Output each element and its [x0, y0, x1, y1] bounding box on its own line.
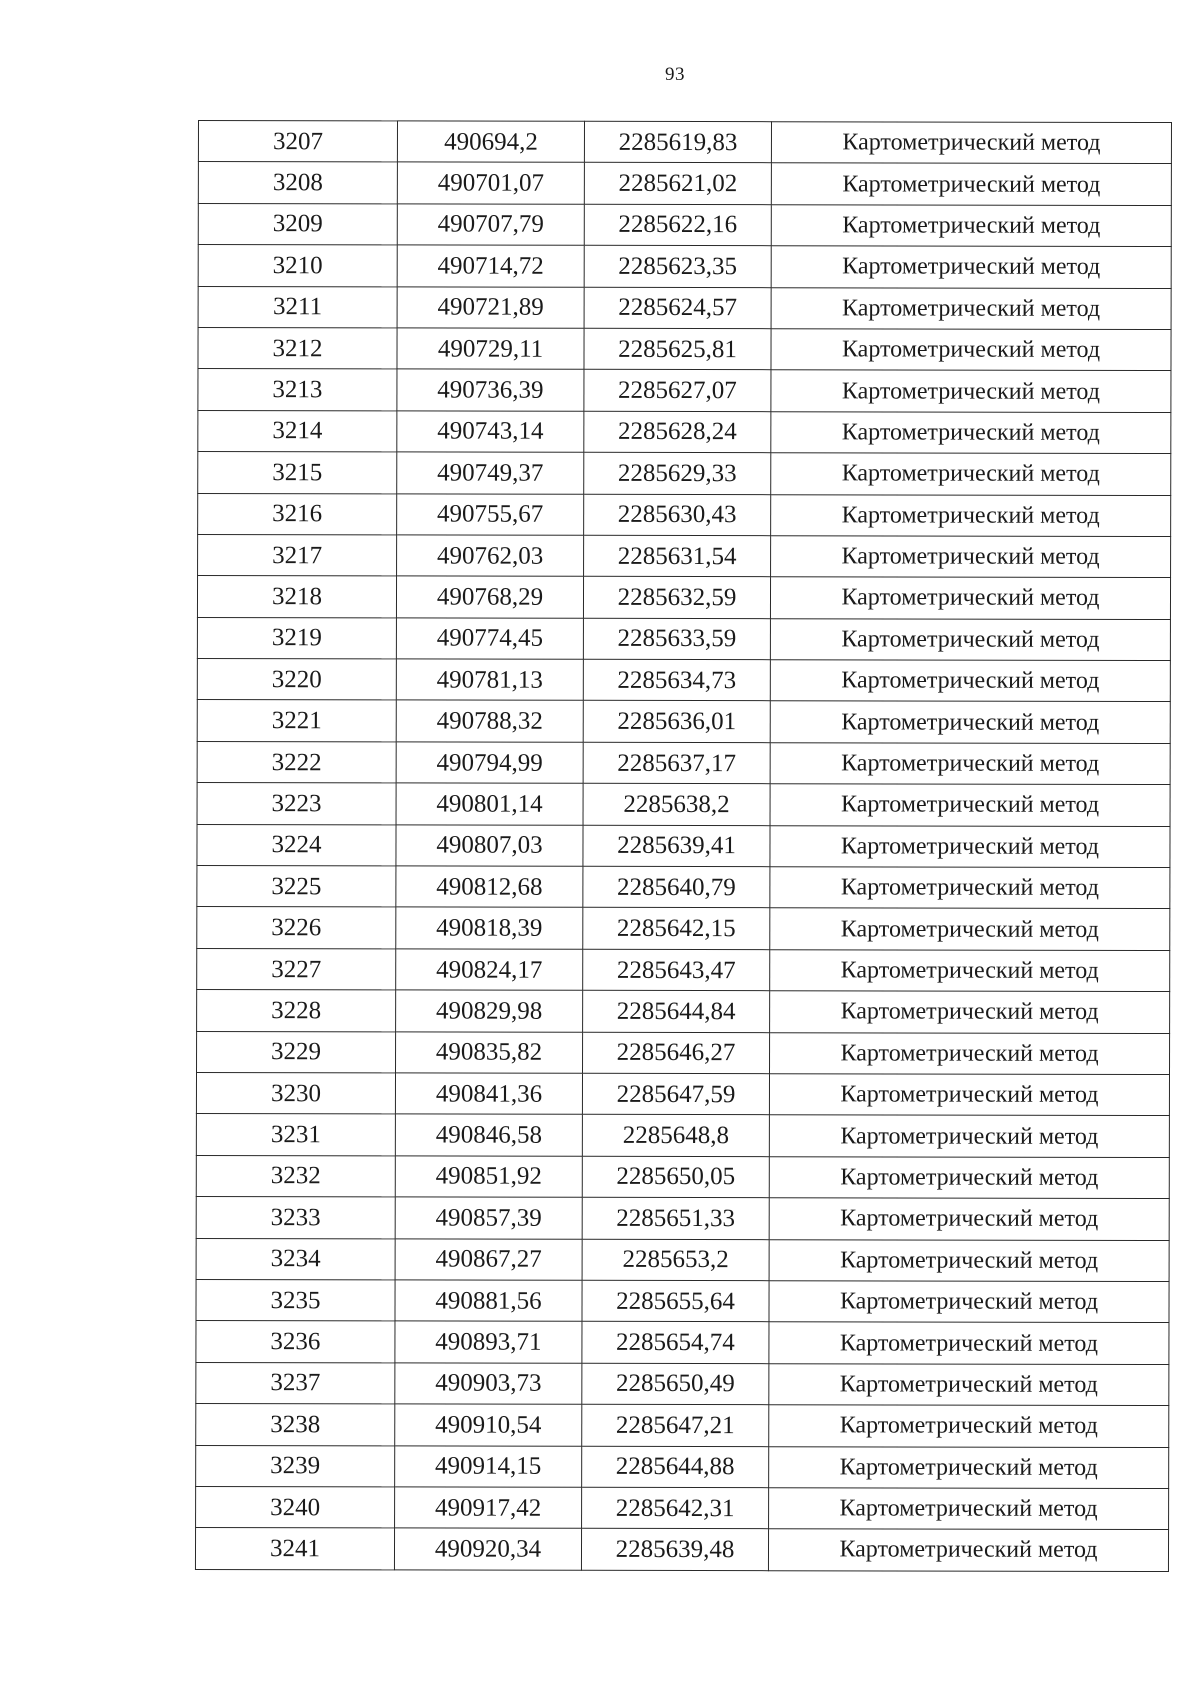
coordinates-table-container [195, 120, 1171, 1572]
y-coordinate-cell: 2285631,54 [584, 535, 771, 577]
table-row [198, 121, 1171, 164]
method-cell: Картометрический метод [771, 329, 1171, 371]
method-cell: Картометрический метод [769, 1198, 1169, 1240]
method-cell: Картометрический метод [769, 1239, 1169, 1281]
point-number-cell: 3238 [196, 1404, 395, 1446]
table-row [196, 1445, 1169, 1488]
x-coordinate-cell: 490707,79 [397, 204, 584, 246]
point-number-cell: 3231 [196, 1114, 395, 1156]
y-coordinate-cell: 2285632,59 [583, 577, 770, 619]
x-coordinate-cell: 490714,72 [397, 245, 584, 287]
method-cell: Картометрический метод [770, 577, 1170, 619]
point-number-cell: 3217 [198, 534, 397, 576]
table-row [198, 410, 1171, 453]
y-coordinate-cell: 2285621,02 [584, 163, 771, 205]
table-row [196, 1155, 1169, 1198]
y-coordinate-cell: 2285647,59 [582, 1073, 769, 1115]
point-number-cell: 3234 [196, 1238, 395, 1280]
table-row [197, 866, 1170, 909]
method-cell: Картометрический метод [770, 784, 1170, 826]
table-row [198, 245, 1171, 288]
y-coordinate-cell: 2285637,17 [583, 742, 770, 784]
x-coordinate-cell: 490736,39 [397, 369, 584, 411]
method-cell: Картометрический метод [771, 453, 1171, 495]
table-row [198, 493, 1171, 536]
table-row [198, 203, 1171, 246]
x-coordinate-cell: 490824,17 [396, 949, 583, 991]
y-coordinate-cell: 2285629,33 [584, 452, 771, 494]
y-coordinate-cell: 2285648,8 [582, 1115, 769, 1157]
x-coordinate-cell: 490920,34 [394, 1528, 581, 1570]
table-row [197, 617, 1170, 660]
method-cell: Картометрический метод [771, 122, 1171, 164]
point-number-cell: 3219 [197, 617, 396, 659]
point-number-cell: 3230 [196, 1072, 395, 1114]
x-coordinate-cell: 490801,14 [396, 783, 583, 825]
y-coordinate-cell: 2285627,07 [584, 370, 771, 412]
x-coordinate-cell: 490867,27 [395, 1238, 582, 1280]
coordinates-table [195, 120, 1172, 1572]
y-coordinate-cell: 2285653,2 [582, 1239, 769, 1281]
coordinates-table-body [195, 121, 1171, 1572]
x-coordinate-cell: 490762,03 [397, 535, 584, 577]
method-cell: Картометрический метод [768, 1529, 1168, 1571]
y-coordinate-cell: 2285646,27 [583, 1032, 770, 1074]
y-coordinate-cell: 2285633,59 [583, 618, 770, 660]
x-coordinate-cell: 490694,2 [397, 121, 584, 163]
table-row [196, 1279, 1169, 1322]
point-number-cell: 3228 [197, 990, 396, 1032]
point-number-cell: 3226 [197, 907, 396, 949]
method-cell: Картометрический метод [769, 1322, 1169, 1364]
method-cell: Картометрический метод [770, 950, 1170, 992]
point-number-cell: 3225 [197, 866, 396, 908]
y-coordinate-cell: 2285644,88 [582, 1446, 769, 1488]
point-number-cell: 3208 [198, 162, 397, 204]
x-coordinate-cell: 490893,71 [395, 1321, 582, 1363]
table-row [197, 741, 1170, 784]
point-number-cell: 3236 [196, 1321, 395, 1363]
y-coordinate-cell: 2285639,41 [583, 825, 770, 867]
point-number-cell: 3223 [197, 783, 396, 825]
y-coordinate-cell: 2285654,74 [582, 1322, 769, 1364]
table-row [196, 1362, 1169, 1405]
x-coordinate-cell: 490807,03 [396, 825, 583, 867]
method-cell: Картометрический метод [770, 991, 1170, 1033]
method-cell: Картометрический метод [770, 1032, 1170, 1074]
method-cell: Картометрический метод [771, 287, 1171, 329]
y-coordinate-cell: 2285636,01 [583, 701, 770, 743]
x-coordinate-cell: 490749,37 [397, 452, 584, 494]
y-coordinate-cell: 2285644,84 [583, 991, 770, 1033]
method-cell: Картометрический метод [769, 1156, 1169, 1198]
table-row [196, 1321, 1169, 1364]
x-coordinate-cell: 490903,73 [395, 1363, 582, 1405]
point-number-cell: 3221 [197, 700, 396, 742]
point-number-cell: 3214 [198, 410, 397, 452]
method-cell: Картометрический метод [770, 618, 1170, 660]
y-coordinate-cell: 2285650,05 [582, 1156, 769, 1198]
y-coordinate-cell: 2285642,15 [583, 908, 770, 950]
y-coordinate-cell: 2285630,43 [584, 494, 771, 536]
x-coordinate-cell: 490818,39 [396, 907, 583, 949]
point-number-cell: 3210 [198, 245, 397, 287]
y-coordinate-cell: 2285634,73 [583, 659, 770, 701]
method-cell: Картометрический метод [771, 370, 1171, 412]
point-number-cell: 3227 [197, 948, 396, 990]
x-coordinate-cell: 490881,56 [395, 1280, 582, 1322]
x-coordinate-cell: 490835,82 [396, 1032, 583, 1074]
table-row [198, 286, 1171, 329]
method-cell: Картометрический метод [770, 660, 1170, 702]
table-row [197, 700, 1170, 743]
y-coordinate-cell: 2285638,2 [583, 784, 770, 826]
point-number-cell: 3207 [198, 121, 397, 163]
x-coordinate-cell: 490841,36 [395, 1073, 582, 1115]
table-row [196, 1197, 1169, 1240]
table-row [197, 783, 1170, 826]
table-row [197, 824, 1170, 867]
method-cell: Картометрический метод [769, 1074, 1169, 1116]
point-number-cell: 3239 [196, 1445, 395, 1487]
table-row [196, 1486, 1169, 1529]
x-coordinate-cell: 490846,58 [395, 1114, 582, 1156]
x-coordinate-cell: 490851,92 [395, 1156, 582, 1198]
method-cell: Картометрический метод [769, 1446, 1169, 1488]
page-number: 93 [665, 64, 685, 85]
point-number-cell: 3241 [195, 1528, 394, 1570]
table-row [196, 1114, 1169, 1157]
y-coordinate-cell: 2285639,48 [581, 1529, 768, 1571]
x-coordinate-cell: 490910,54 [395, 1404, 582, 1446]
y-coordinate-cell: 2285650,49 [582, 1363, 769, 1405]
table-row [198, 162, 1171, 205]
table-row [198, 534, 1171, 577]
table-row [196, 1404, 1169, 1447]
x-coordinate-cell: 490743,14 [397, 411, 584, 453]
point-number-cell: 3229 [197, 1031, 396, 1073]
table-row [197, 990, 1170, 1033]
method-cell: Картометрический метод [771, 411, 1171, 453]
x-coordinate-cell: 490768,29 [396, 576, 583, 618]
point-number-cell: 3233 [196, 1197, 395, 1239]
y-coordinate-cell: 2285623,35 [584, 245, 771, 287]
method-cell: Картометрический метод [771, 494, 1171, 536]
table-row [197, 659, 1170, 702]
x-coordinate-cell: 490755,67 [397, 493, 584, 535]
table-row [196, 1238, 1169, 1281]
y-coordinate-cell: 2285640,79 [583, 866, 770, 908]
method-cell: Картометрический метод [771, 204, 1171, 246]
method-cell: Картометрический метод [770, 867, 1170, 909]
y-coordinate-cell: 2285619,83 [584, 121, 771, 163]
method-cell: Картометрический метод [769, 1115, 1169, 1157]
x-coordinate-cell: 490721,89 [397, 286, 584, 328]
x-coordinate-cell: 490812,68 [396, 866, 583, 908]
method-cell: Картометрический метод [770, 908, 1170, 950]
point-number-cell: 3232 [196, 1155, 395, 1197]
x-coordinate-cell: 490701,07 [397, 162, 584, 204]
x-coordinate-cell: 490914,15 [395, 1445, 582, 1487]
x-coordinate-cell: 490774,45 [396, 618, 583, 660]
table-row [197, 907, 1170, 950]
y-coordinate-cell: 2285625,81 [584, 328, 771, 370]
method-cell: Картометрический метод [769, 1281, 1169, 1323]
table-row [195, 1528, 1168, 1571]
point-number-cell: 3237 [196, 1362, 395, 1404]
method-cell: Картометрический метод [769, 1405, 1169, 1447]
point-number-cell: 3213 [198, 369, 397, 411]
point-number-cell: 3224 [197, 824, 396, 866]
method-cell: Картометрический метод [770, 701, 1170, 743]
point-number-cell: 3218 [197, 576, 396, 618]
x-coordinate-cell: 490917,42 [395, 1487, 582, 1529]
point-number-cell: 3209 [198, 203, 397, 245]
y-coordinate-cell: 2285643,47 [583, 949, 770, 991]
point-number-cell: 3216 [198, 493, 397, 535]
y-coordinate-cell: 2285622,16 [584, 204, 771, 246]
point-number-cell: 3222 [197, 741, 396, 783]
method-cell: Картометрический метод [771, 163, 1171, 205]
y-coordinate-cell: 2285647,21 [582, 1404, 769, 1446]
point-number-cell: 3211 [198, 286, 397, 328]
point-number-cell: 3235 [196, 1279, 395, 1321]
y-coordinate-cell: 2285642,31 [582, 1487, 769, 1529]
x-coordinate-cell: 490857,39 [395, 1197, 582, 1239]
table-row [197, 576, 1170, 619]
y-coordinate-cell: 2285651,33 [582, 1197, 769, 1239]
method-cell: Картометрический метод [771, 536, 1171, 578]
y-coordinate-cell: 2285655,64 [582, 1280, 769, 1322]
table-row [198, 452, 1171, 495]
method-cell: Картометрический метод [771, 246, 1171, 288]
x-coordinate-cell: 490781,13 [396, 659, 583, 701]
x-coordinate-cell: 490729,11 [397, 328, 584, 370]
point-number-cell: 3220 [197, 659, 396, 701]
method-cell: Картометрический метод [770, 743, 1170, 785]
method-cell: Картометрический метод [769, 1488, 1169, 1530]
method-cell: Картометрический метод [769, 1363, 1169, 1405]
table-row [197, 948, 1170, 991]
table-row [198, 327, 1171, 370]
method-cell: Картометрический метод [770, 825, 1170, 867]
point-number-cell: 3240 [196, 1486, 395, 1528]
point-number-cell: 3215 [198, 452, 397, 494]
y-coordinate-cell: 2285628,24 [584, 411, 771, 453]
table-row [198, 369, 1171, 412]
x-coordinate-cell: 490794,99 [396, 742, 583, 784]
point-number-cell: 3212 [198, 327, 397, 369]
x-coordinate-cell: 490829,98 [396, 990, 583, 1032]
table-row [197, 1031, 1170, 1074]
x-coordinate-cell: 490788,32 [396, 700, 583, 742]
table-row [196, 1072, 1169, 1115]
y-coordinate-cell: 2285624,57 [584, 287, 771, 329]
